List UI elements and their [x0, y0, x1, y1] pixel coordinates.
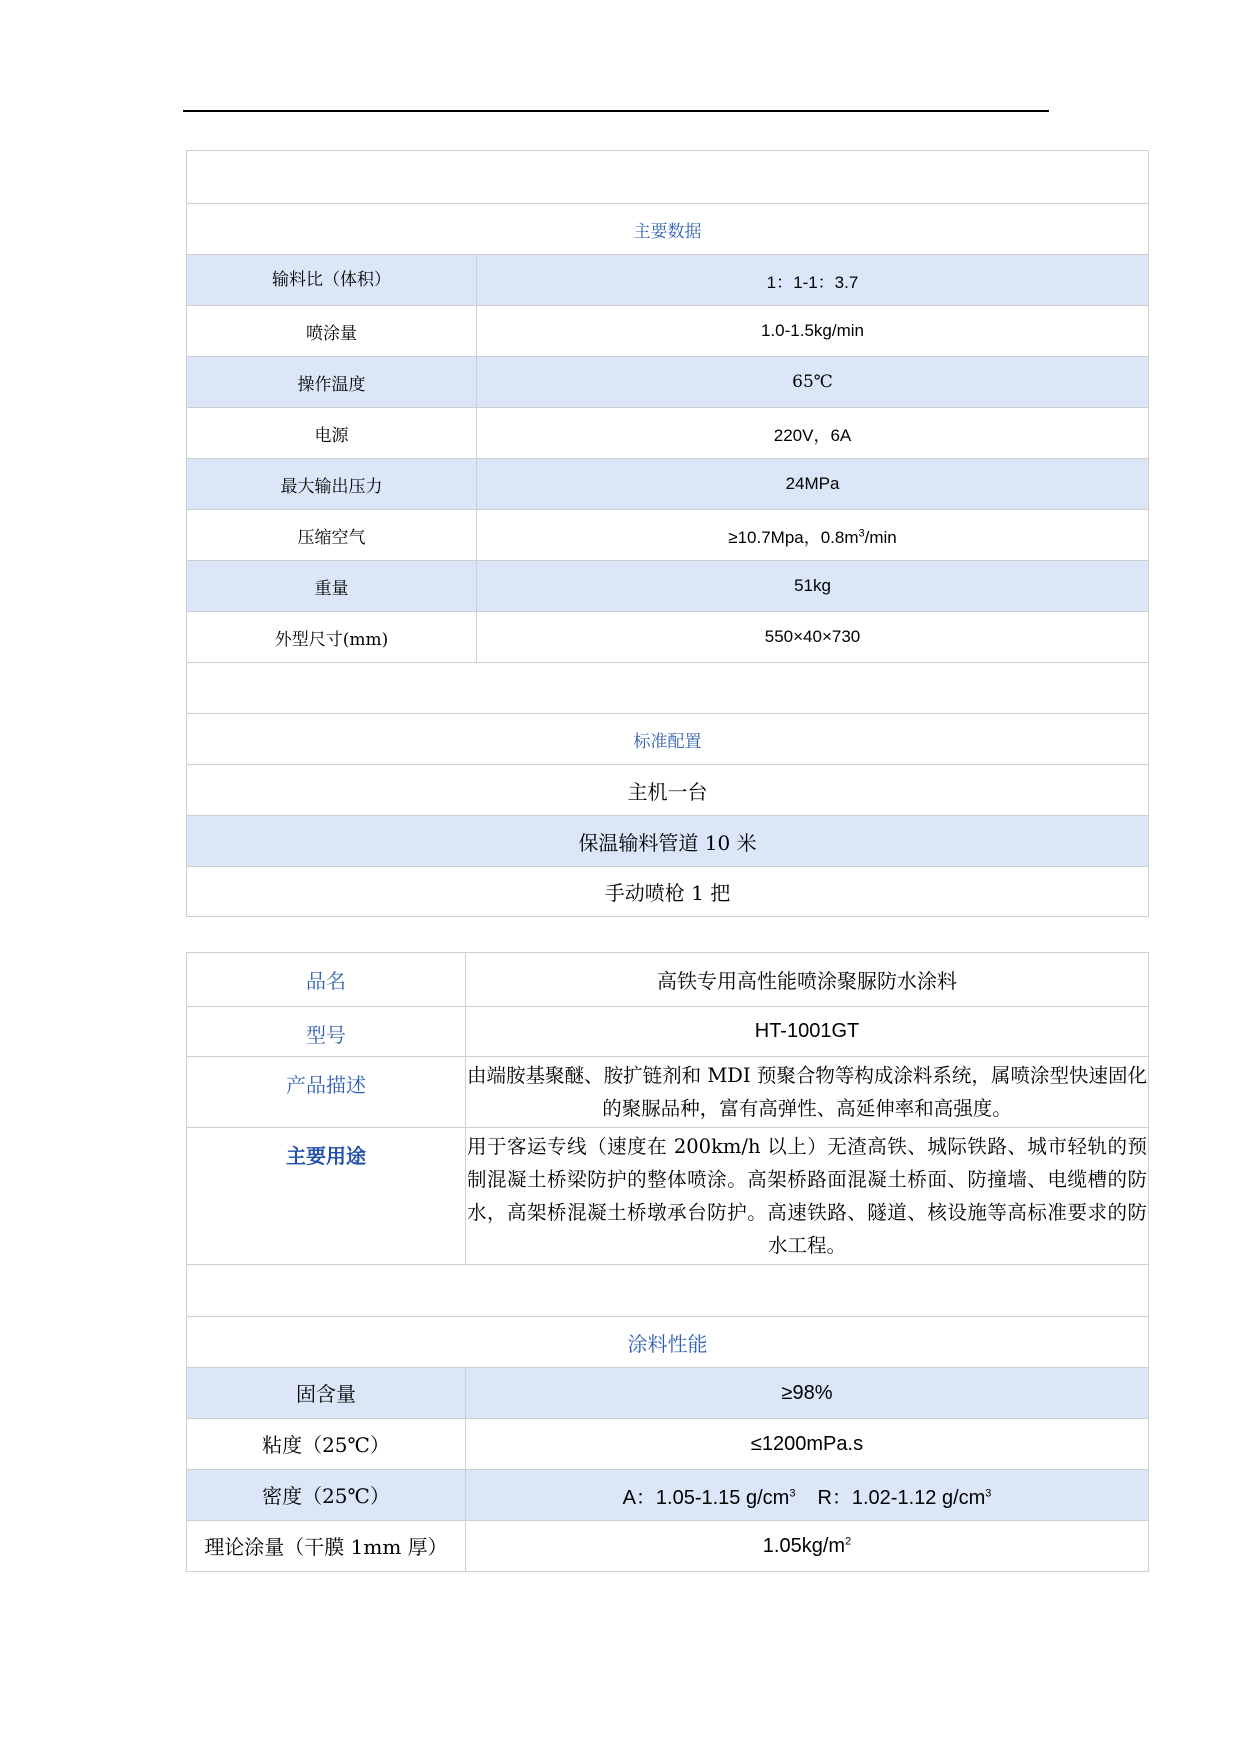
solid-content-label: 固含量: [187, 1368, 466, 1419]
value-text: /min: [864, 527, 897, 547]
product-name-value: 高铁专用高性能喷涂聚脲防水涂料: [466, 953, 1149, 1007]
row-label: 电源: [187, 408, 477, 459]
config-item: 主机一台: [187, 765, 1149, 816]
section-title-standard-config: 标准配置: [187, 714, 1149, 765]
row-value: 220V，6A: [477, 408, 1149, 459]
row-label: 喷涂量: [187, 306, 477, 357]
value-text: ≥10.7Mpa，0.8m: [728, 527, 859, 547]
row-value: 24MPa: [477, 459, 1149, 510]
row-value: [477, 510, 1149, 561]
product-table: [186, 952, 1149, 1572]
density-r: R：1.02-1.12 g/cm: [817, 1486, 986, 1509]
coverage-value: [466, 1521, 1149, 1572]
row-value: 1：1-1：3.7: [477, 255, 1149, 306]
usage-value: 用于客运专线（速度在 200km/h 以上）无渣高铁、城际铁路、城市轻轨的预制混凝土桥梁防护的整体喷涂。高架桥路面混凝土桥面、防撞墙、电缆槽的防水，高架桥混凝土桥墩承台防护。高速铁路、隧道、核设施等高标准要求的防水工程。: [466, 1128, 1149, 1265]
coverage-label: 理论涂量（干膜 1mm 厚）: [187, 1521, 466, 1572]
density-value: [466, 1470, 1149, 1521]
model-label: 型号: [187, 1007, 466, 1057]
product-name-label: 品名: [187, 953, 466, 1007]
density-a-sup: 3: [789, 1486, 796, 1499]
density-label: 密度（25℃）: [187, 1470, 466, 1521]
row-label: 压缩空气: [187, 510, 477, 561]
blank-row: [187, 151, 1149, 204]
row-value: 1.0-1.5kg/min: [477, 306, 1149, 357]
main-data-table: [186, 150, 1149, 917]
row-value: 65℃: [477, 357, 1149, 408]
section-title-main-data: 主要数据: [187, 204, 1149, 255]
coverage-sup: 2: [845, 1534, 852, 1547]
viscosity-value: ≤1200mPa.s: [466, 1419, 1149, 1470]
description-label: 产品描述: [187, 1057, 466, 1128]
model-value: HT-1001GT: [466, 1007, 1149, 1057]
header-rule: [183, 110, 1049, 112]
usage-label: 主要用途: [187, 1128, 466, 1265]
viscosity-label: 粘度（25℃）: [187, 1419, 466, 1470]
row-label: 外型尺寸(mm): [187, 612, 477, 663]
row-label: 最大输出压力: [187, 459, 477, 510]
blank-row: [187, 1265, 1149, 1317]
blank-row: [187, 663, 1149, 714]
coverage-text: 1.05kg/m: [762, 1534, 846, 1557]
config-item: 保温输料管道 10 米: [187, 816, 1149, 867]
density-r-sup: 3: [985, 1486, 992, 1499]
description-value: 由端胺基聚醚、胺扩链剂和 MDI 预聚合物等构成涂料系统，属喷涂型快速固化的聚脲品种，富有高弹性、高延伸率和高强度。: [466, 1057, 1149, 1128]
density-a: A：1.05-1.15 g/cm: [622, 1486, 790, 1509]
row-label: 重量: [187, 561, 477, 612]
section-title-coating-performance: 涂料性能: [187, 1317, 1149, 1368]
row-label: 输料比（体积）: [187, 255, 477, 306]
value-sup: 3: [858, 526, 865, 539]
solid-content-value: ≥98%: [466, 1368, 1149, 1419]
row-label: 操作温度: [187, 357, 477, 408]
row-value: 51kg: [477, 561, 1149, 612]
config-item: 手动喷枪 1 把: [187, 867, 1149, 917]
row-value: 550×40×730: [477, 612, 1149, 663]
